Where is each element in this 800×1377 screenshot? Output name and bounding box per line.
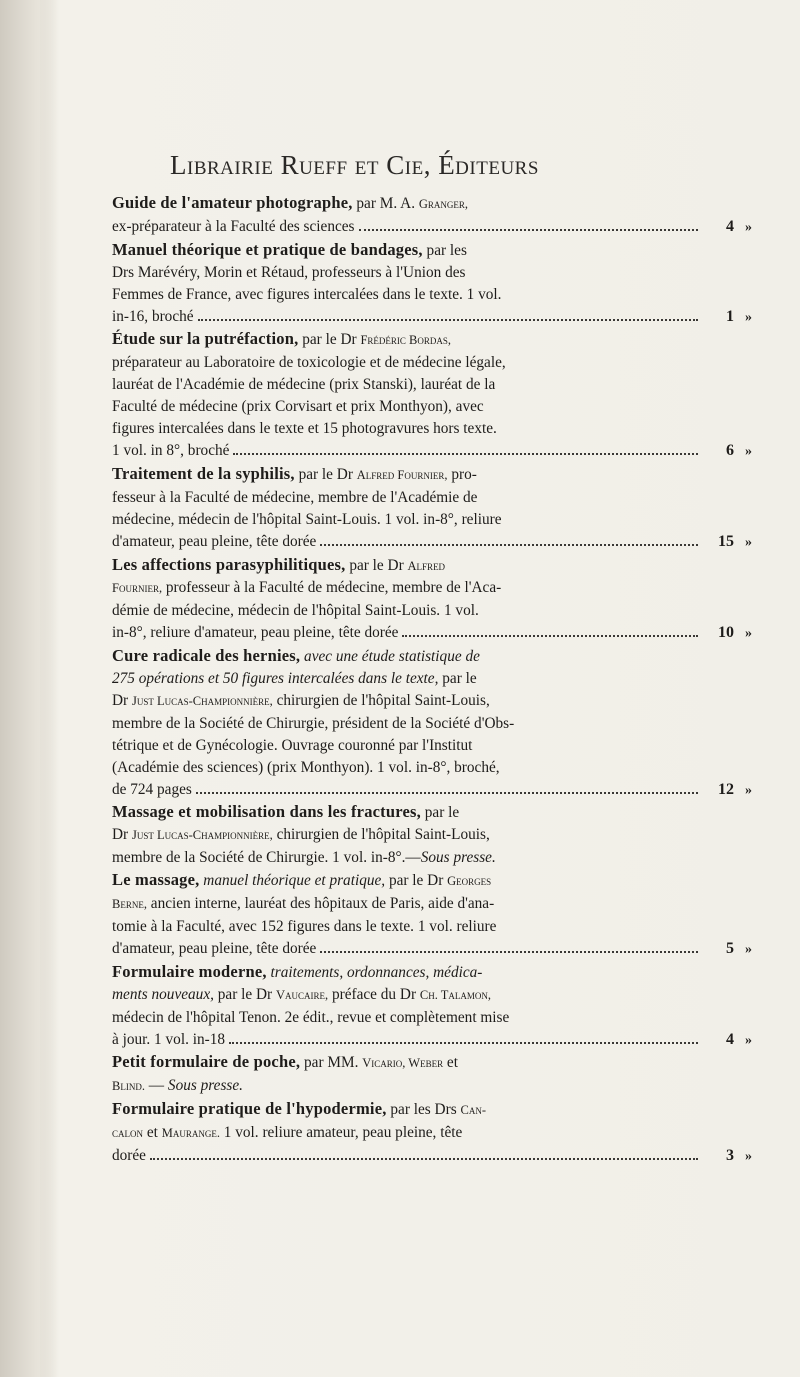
entry-price-line: d'amateur, peau pleine, tête dorée 15 »: [112, 531, 752, 554]
currency-mark: »: [745, 941, 752, 957]
price: 3: [726, 1147, 734, 1165]
entry-price-line: in-16, broché 1 »: [112, 306, 752, 329]
leader-dots: [233, 453, 698, 455]
catalog-entry: Étude sur la putréfaction, par le Dr Frédéric Bordas, préparateur au Laboratoire de toxicologie et de médecine légale, lauréat de l'Académie de médecine (prix Stanski), lauréat de la Faculté de médecine (prix Corvisart et prix Monthyon), avec figures intercalées dans le texte et 15 photogravures hors texte. 1 vol. in 8°, broché 6 »: [112, 328, 752, 462]
catalog-entry: Formulaire moderne, traitements, ordonnances, médica- ments nouveaux, par le Dr Vaucaire, préface du Dr Ch. Talamon, médecin de l'hôpital Tenon. 2e édit., revue et complètement mise à jour. 1 vol. in-18 4 »: [112, 961, 752, 1052]
entry-title: Massage et mobilisation dans les fractures,: [112, 802, 421, 822]
price: 12: [718, 780, 734, 798]
entry-title: Les affections parasyphilitiques,: [112, 554, 346, 574]
entry-title: Formulaire pratique de l'hypodermie,: [112, 1099, 387, 1119]
catalog-entry: Formulaire pratique de l'hypodermie, par les Drs Can- calon et Maurange. 1 vol. reliure amateur, peau pleine, tête dorée 3 »: [112, 1098, 752, 1168]
currency-mark: »: [745, 309, 752, 325]
entry-price-line: dorée 3 »: [112, 1145, 752, 1168]
entry-title: Le massage,: [112, 870, 200, 890]
catalog-entry: Petit formulaire de poche, par MM. Vicario, Weber et Blind. — Sous presse.: [112, 1052, 458, 1095]
price: 4: [726, 1030, 734, 1048]
catalog-entry: Manuel théorique et pratique de bandages, par les Drs Marévéry, Morin et Rétaud, professeurs à l'Union des Femmes de France, avec figures intercalées dans le texte. 1 vol. in-16, broché 1 »: [112, 239, 752, 329]
entry-price-line: 1 vol. in 8°, broché 6 »: [112, 440, 752, 463]
currency-mark: »: [745, 443, 752, 459]
catalog-list: [112, 192, 752, 1168]
entry-title: Petit formulaire de poche,: [112, 1052, 301, 1072]
entry-title: Étude sur la putréfaction,: [112, 329, 299, 349]
entry-price-line: ex-préparateur à la Faculté des sciences 4 »: [112, 216, 752, 239]
leader-dots: [150, 1158, 698, 1160]
page-gutter-shadow: [0, 0, 60, 1377]
entry-price-line: d'amateur, peau pleine, tête dorée 5 »: [112, 938, 752, 961]
catalog-entry: Traitement de la syphilis, par le Dr Alfred Fournier, pro- fesseur à la Faculté de médecine, membre de l'Académie de médecine, médecin de l'hôpital Saint-Louis. 1 vol. in-8°, reliure d'amateur, peau pleine, tête dorée 15 »: [112, 463, 752, 554]
leader-dots: [359, 229, 699, 231]
currency-mark: »: [745, 1032, 752, 1048]
currency-mark: »: [745, 782, 752, 798]
leader-dots: [229, 1042, 698, 1044]
entry-title: Manuel théorique et pratique de bandages,: [112, 239, 423, 259]
leader-dots: [196, 792, 698, 794]
currency-mark: »: [745, 626, 752, 642]
catalog-entry: Guide de l'amateur photographe, par M. A. Granger, ex-préparateur à la Faculté des sciences 4 »: [112, 192, 752, 239]
entry-price-line: in-8°, reliure d'amateur, peau pleine, tête dorée 10 »: [112, 622, 752, 645]
catalog-entry: Les affections parasyphilitiques, par le Dr Alfred Fournier, professeur à la Faculté de médecine, membre de l'Aca- démie de médecine, médecin de l'hôpital Saint-Louis. 1 vol. in-8°, reliure d'amateur, peau pleine, tête dorée 10 »: [112, 554, 752, 646]
price: 6: [726, 441, 734, 459]
entry-price-line: de 724 pages 12 »: [112, 779, 752, 802]
catalog-entry: Cure radicale des hernies, avec une étude statistique de 275 opérations et 50 figures intercalées dans le texte, par le Dr Just Lucas-Championnière, chirurgien de l'hôpital Saint-Louis, membre de la Société de Chirurgie, président de la Société d'Obs- tétrique et de Gynécologie. Ouvrage couronné par l'Institut (Académie des sciences) (prix Monthyon). 1 vol. in-8°, broché, de 724 pages 12 »: [112, 645, 752, 801]
price: 1: [726, 307, 734, 325]
entry-title: Formulaire moderne,: [112, 961, 267, 981]
entry-price-line: à jour. 1 vol. in-18 4 »: [112, 1029, 752, 1052]
leader-dots: [402, 635, 698, 637]
catalog-entry: Massage et mobilisation dans les fractures, par le Dr Just Lucas-Championnière, chirurgien de l'hôpital Saint-Louis, membre de la Société de Chirurgie. 1 vol. in-8°.—Sous presse.: [112, 802, 496, 867]
leader-dots: [198, 319, 698, 321]
price: 15: [718, 532, 734, 550]
entry-title: Guide de l'amateur photographe,: [112, 193, 353, 212]
currency-mark: »: [745, 534, 752, 550]
price: 10: [718, 624, 734, 642]
entry-title: Traitement de la syphilis,: [112, 463, 295, 483]
price: 4: [726, 217, 734, 235]
currency-mark: »: [745, 1149, 752, 1165]
catalog-entry: Le massage, manuel théorique et pratique, par le Dr Georges Berne, ancien interne, lauréat des hôpitaux de Paris, aide d'ana- tomie à la Faculté, avec 152 figures dans le texte. 1 vol. reliure d'amateur, peau pleine, tête dorée 5 »: [112, 869, 752, 961]
leader-dots: [320, 951, 698, 953]
leader-dots: [320, 544, 698, 546]
price: 5: [726, 939, 734, 957]
publisher-header: Librairie Rueff et Cie, Éditeurs: [170, 150, 539, 180]
entry-title: Cure radicale des hernies,: [112, 646, 301, 666]
currency-mark: »: [745, 219, 752, 235]
